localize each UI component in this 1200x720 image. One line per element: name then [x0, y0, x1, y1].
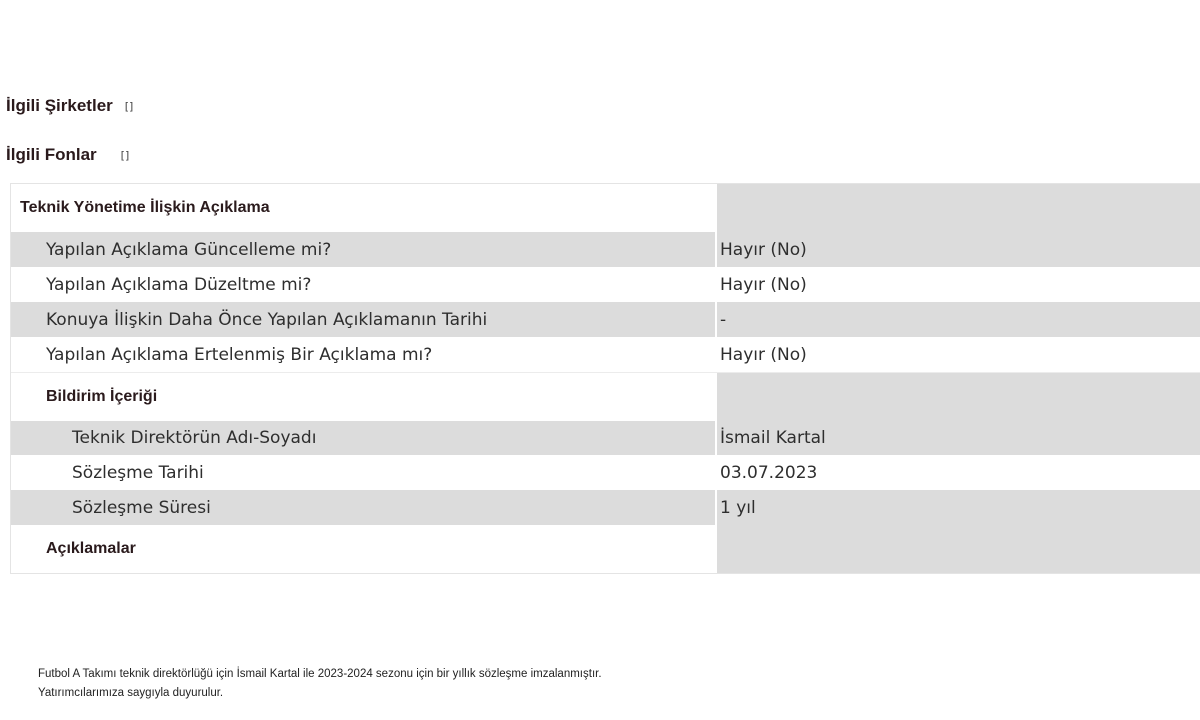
related-funds-toggle[interactable]: []	[120, 148, 130, 162]
section-title: Bildirim İçeriği	[46, 388, 158, 405]
notes-section	[11, 525, 1200, 573]
announcement-line: Yatırımcılarımıza saygıyla duyurulur.	[38, 687, 224, 699]
row-label: Sözleşme Tarihi	[72, 462, 204, 483]
row-label: Teknik Direktörün Adı-Soyadı	[72, 428, 317, 448]
row-value: Hayır (No)	[720, 239, 807, 260]
table-title-row	[11, 184, 1200, 232]
table-row	[11, 490, 1200, 525]
table-row	[11, 337, 1200, 372]
table-row	[11, 267, 1200, 302]
table-row	[11, 232, 1200, 267]
section-value	[717, 525, 1200, 573]
row-value: 03.07.2023	[720, 462, 818, 483]
row-label: Yapılan Açıklama Ertelenmiş Bir Açıklama mı?	[46, 344, 433, 365]
notification-content-section	[11, 372, 1200, 421]
related-companies-heading	[6, 96, 133, 116]
section-value	[717, 373, 1200, 421]
row-value: 1 yıl	[720, 497, 756, 518]
section-title: Açıklamalar	[46, 540, 136, 557]
row-label: Konuya İlişkin Daha Önce Yapılan Açıklamanın Tarihi	[46, 309, 488, 330]
table-title: Teknik Yönetime İlişkin Açıklama	[20, 199, 270, 216]
row-value: -	[720, 309, 727, 330]
announcement-line: Futbol A Takımı teknik direktörlüğü için İsmail Kartal ile 2023-2024 sezonu için bir yıllık sözleşme imzalanmıştır.	[38, 668, 602, 680]
row-label: Yapılan Açıklama Güncelleme mi?	[46, 239, 332, 260]
table-row	[11, 302, 1200, 337]
row-value: Hayır (No)	[720, 274, 807, 295]
related-companies-toggle[interactable]: []	[124, 99, 134, 113]
disclosure-table	[10, 183, 1200, 574]
related-funds-heading	[6, 145, 129, 165]
related-funds-label: İlgili Fonlar	[6, 145, 97, 164]
table-row	[11, 421, 1200, 455]
row-value: İsmail Kartal	[720, 428, 826, 448]
related-companies-label: İlgili Şirketler	[6, 96, 113, 115]
row-label: Sözleşme Süresi	[72, 497, 211, 518]
row-value: Hayır (No)	[720, 344, 807, 365]
row-label: Yapılan Açıklama Düzeltme mi?	[46, 274, 312, 295]
table-row	[11, 455, 1200, 490]
announcement-text	[38, 665, 602, 703]
table-title-value	[717, 184, 1200, 232]
